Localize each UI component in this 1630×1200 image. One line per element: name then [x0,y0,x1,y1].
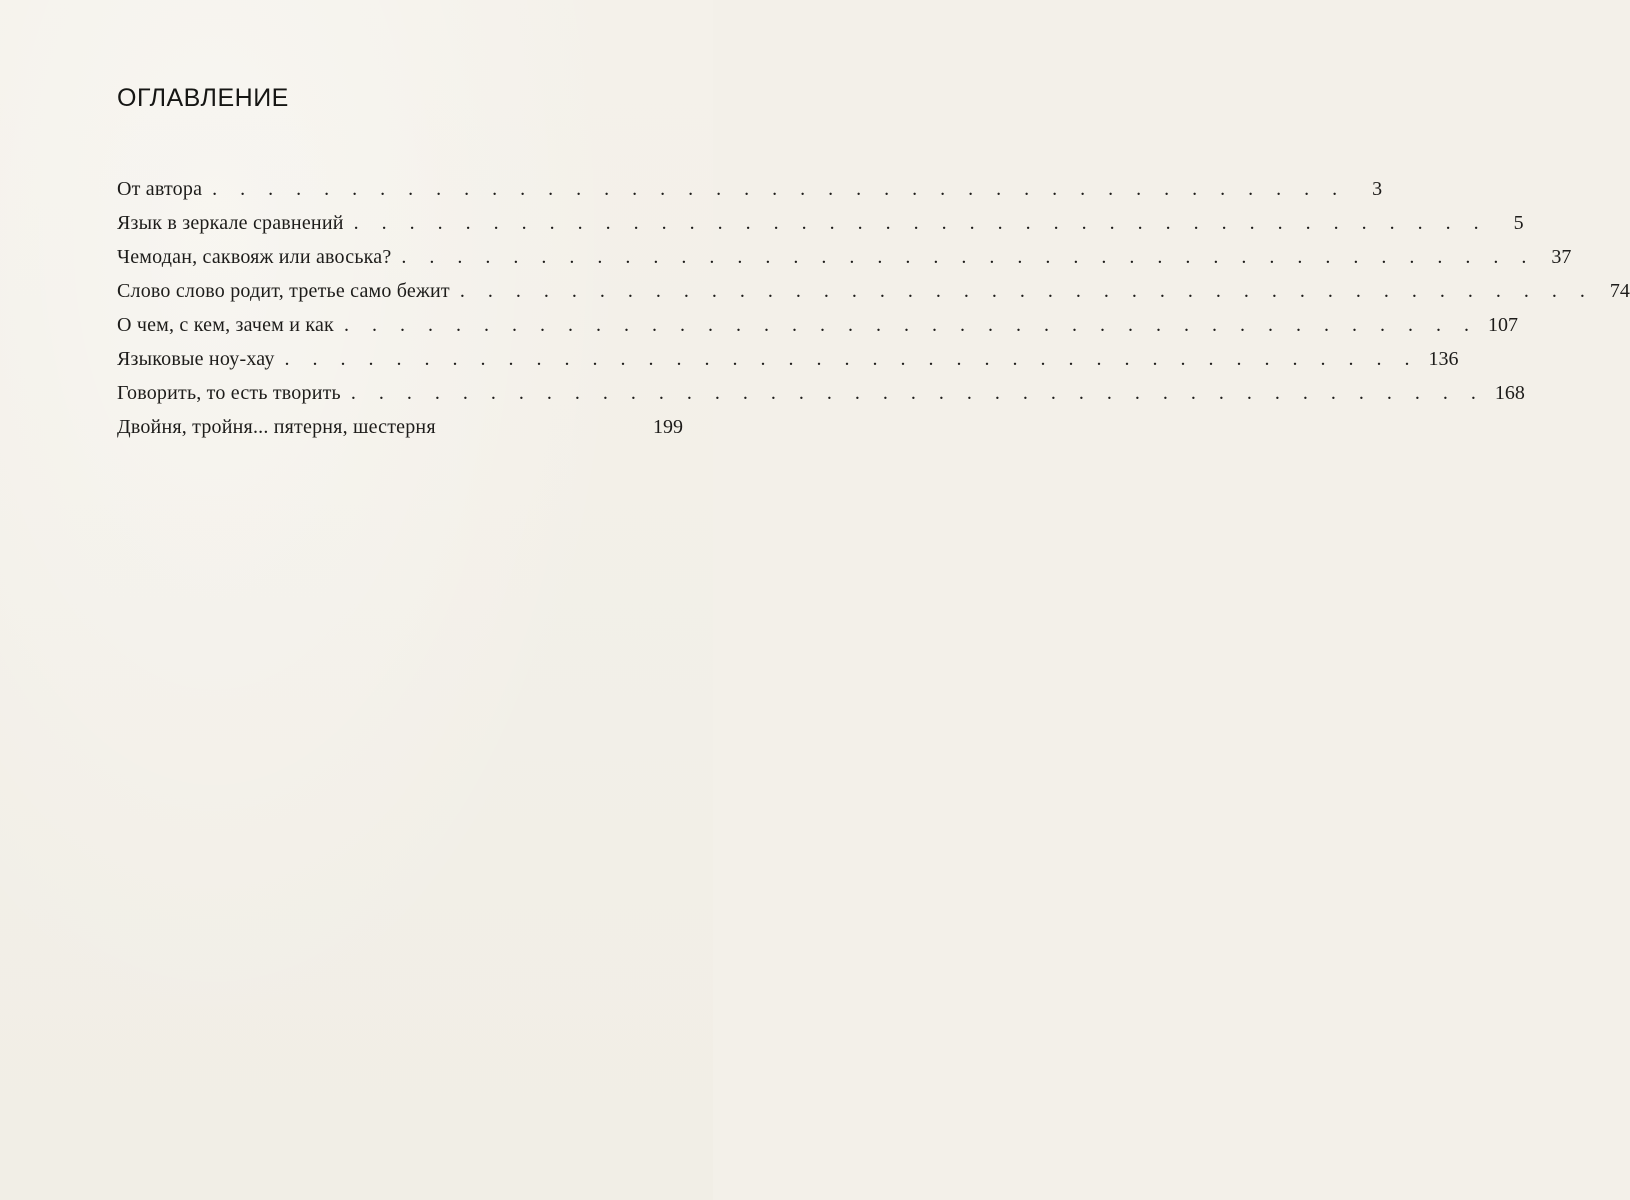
toc-entry [117,246,1572,280]
toc-entry [117,416,683,450]
toc-leader-dots: . . . . . . . . . . . . . . . . . . . . . . . . . . . . . . . . . . . . . . . . . [459,280,1594,302]
toc-entry [117,382,1525,416]
toc-entry-title: Говорить, то есть творить [117,382,341,404]
page-title: ОГЛАВЛЕНИЕ [117,84,289,112]
toc-leader-dots: . . . . . . . . . . . . . . . . . . . . . . . . . . . . . . . . . . . . . . . . . [343,314,1478,336]
toc-entry-page: 74 [1609,280,1630,302]
toc-entry-page: 199 [653,416,683,438]
toc-entry-page: 5 [1513,212,1524,234]
toc-entry-title: Чемодан, саквояж или авоська? [117,246,392,268]
toc-leader-dots: . . . . . . . . . . . . . . . . . . . . . . . . . . . . . . . . . . . . . . . . . [401,246,1536,268]
toc-entry [117,280,1630,314]
toc-leader-dots: . . . . . . . . . . . . . . . . . . . . . . . . . . . . . . . . . . . . . . . . . [284,348,1419,370]
toc-entry-page: 37 [1551,246,1572,268]
toc-entry-page: 136 [1428,348,1459,370]
toc-leader-dots: . . . . . . . . . . . . . . . . . . . . . . . . . . . . . . . . . . . . . . . . . [212,178,1347,200]
toc-entry-title: Двойня, тройня... пятерня, шестерня [117,416,436,438]
toc-entry-title: Слово слово родит, третье само бежит [117,280,450,302]
toc-entry-page: 168 [1494,382,1525,404]
toc-entry-title: От автора [117,178,203,200]
toc-entry [117,314,1518,348]
toc-entry [117,178,1383,212]
toc-entry-title: Язык в зеркале сравнений [117,212,344,234]
toc-leader-dots: . . . . . . . . . . . . . . . . . . . . . . . . . . . . . . . . . . . . . . . . . [353,212,1488,234]
toc-entry-title: Языковые ноу-хау [117,348,275,370]
toc-entry-page: 3 [1372,178,1383,200]
toc-entry-page: 107 [1487,314,1518,336]
toc-leader-dots: . . . . . . . . . . . . . . . . . . . . . . . . . . . . . . . . . . . . . . . . . [350,382,1485,404]
toc-entry [117,212,1524,246]
toc-entry-title: О чем, с кем, зачем и как [117,314,334,336]
table-of-contents [117,178,1630,450]
toc-entry [117,348,1459,382]
